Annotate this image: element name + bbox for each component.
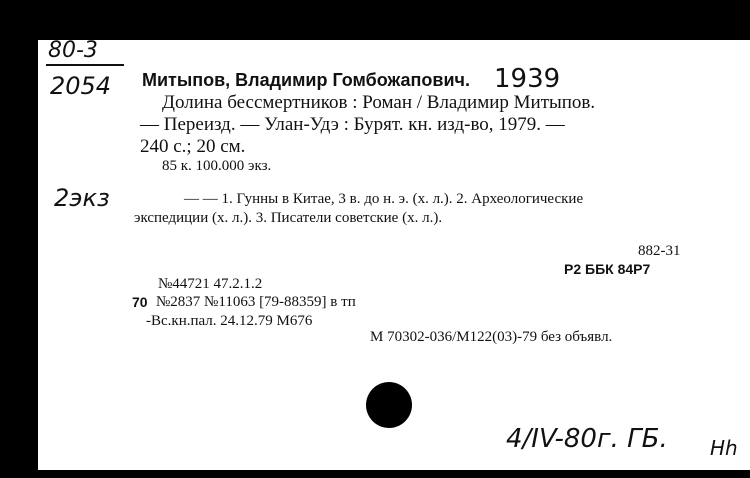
book-chamber-line: -Вс.кн.пал. 24.12.79 М676 bbox=[146, 313, 313, 329]
price-and-print-run: 85 к. 100.000 экз. bbox=[162, 158, 272, 174]
subject-headings-line-2: экспедиции (х. л.). 3. Писатели советские (х. л.). bbox=[134, 210, 443, 226]
udc-index: 882-31 bbox=[638, 243, 681, 259]
inventory-number: 70 bbox=[132, 294, 148, 310]
handwritten-shelf-top: 80-3 bbox=[48, 38, 98, 63]
card-punch-hole bbox=[366, 382, 412, 428]
inventory-line-2: №2837 №11063 [79-88359] в тп bbox=[156, 294, 356, 310]
inventory-line-1: №44721 47.2.1.2 bbox=[158, 276, 263, 292]
publication-statement: — Переизд. — Улан-Удэ : Бурят. кн. изд-во, 1979. — bbox=[140, 114, 565, 135]
handwritten-shelf-bottom: 2054 bbox=[50, 72, 112, 100]
handwritten-date: 4/IV-80г. ГБ. bbox=[506, 424, 668, 454]
handwritten-initials: Нh bbox=[710, 436, 738, 460]
catalog-card bbox=[38, 40, 750, 470]
shelf-divider bbox=[46, 64, 124, 66]
publisher-code: М 70302-036/М122(03)-79 без объявл. bbox=[370, 329, 613, 345]
physical-description: 240 с.; 20 см. bbox=[140, 136, 246, 157]
author-heading: Митыпов, Владимир Гомбожапович. bbox=[142, 70, 470, 90]
bbk-index: Р2 ББК 84Р7 bbox=[564, 261, 651, 277]
handwritten-copies: 2экз bbox=[54, 184, 110, 212]
handwritten-year: 1939 bbox=[494, 64, 561, 94]
title-statement: Долина бессмертников : Роман / Владимир Митыпов. bbox=[162, 92, 596, 113]
subject-headings-line-1: — — 1. Гунны в Китае, 3 в. до н. э. (х. л.). 2. Археологические bbox=[184, 191, 584, 207]
